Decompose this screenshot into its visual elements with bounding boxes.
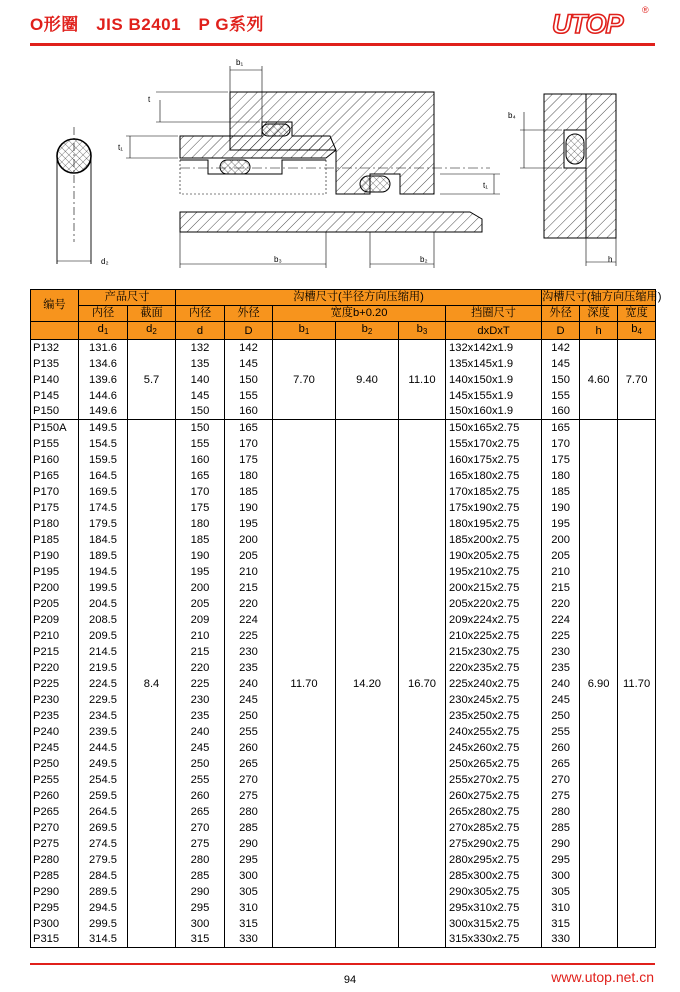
- cell-dxdxt: 280x295x2.75: [446, 852, 542, 868]
- cell-code: P315: [31, 932, 79, 948]
- cell-axial-D: 270: [542, 772, 580, 788]
- cell-dxdxt: 165x180x2.75: [446, 468, 542, 484]
- cell-dxdxt: 275x290x2.75: [446, 836, 542, 852]
- cell-dxdxt: 250x265x2.75: [446, 756, 542, 772]
- cell-axial-D: 285: [542, 820, 580, 836]
- cell-d1: 149.5: [79, 420, 128, 436]
- cell-d1: 284.5: [79, 868, 128, 884]
- cell-D: 224: [225, 612, 273, 628]
- cell-axial-D: 280: [542, 804, 580, 820]
- cell-d: 209: [176, 612, 225, 628]
- cell-d1: 134.6: [79, 356, 128, 372]
- cell-d: 255: [176, 772, 225, 788]
- table-header: [31, 290, 662, 340]
- cell-D: 205: [225, 548, 273, 564]
- header-width: 宽度b+0.20: [273, 306, 446, 322]
- symbol-D: D: [225, 322, 273, 340]
- cell-d: 270: [176, 820, 225, 836]
- cell-D: 270: [225, 772, 273, 788]
- cell-axial-D: 165: [542, 420, 580, 436]
- cell-code: P155: [31, 436, 79, 452]
- cell-d: 200: [176, 580, 225, 596]
- cell-d1: 249.5: [79, 756, 128, 772]
- cell-d: 230: [176, 692, 225, 708]
- cell-axial-D: 290: [542, 836, 580, 852]
- cell-code: P170: [31, 484, 79, 500]
- cell-dxdxt: 150x160x1.9: [446, 404, 542, 420]
- cell-d: 190: [176, 548, 225, 564]
- cell-d1: 144.6: [79, 388, 128, 404]
- cell-D: 185: [225, 484, 273, 500]
- cell-code: P225: [31, 676, 79, 692]
- cell-d1: 259.5: [79, 788, 128, 804]
- cell-dxdxt: 235x250x2.75: [446, 708, 542, 724]
- cell-axial-D: 305: [542, 884, 580, 900]
- symbol-h: h: [580, 322, 618, 340]
- cell-d1: 224.5: [79, 676, 128, 692]
- cell-d1: 214.5: [79, 644, 128, 660]
- cell-d1: 154.5: [79, 436, 128, 452]
- cell-d: 290: [176, 884, 225, 900]
- cell-d: 285: [176, 868, 225, 884]
- cell-code: P132: [31, 340, 79, 356]
- cell-code: P240: [31, 724, 79, 740]
- cell-dxdxt: 285x300x2.75: [446, 868, 542, 884]
- cell-axial-D: 330: [542, 932, 580, 948]
- cell-code: P209: [31, 612, 79, 628]
- cell-axial-D: 220: [542, 596, 580, 612]
- cell-D: 260: [225, 740, 273, 756]
- symbol-d: d: [176, 322, 225, 340]
- cell-d: 275: [176, 836, 225, 852]
- cell-dxdxt: 170x185x2.75: [446, 484, 542, 500]
- cell-axial-D: 195: [542, 516, 580, 532]
- cell-d: 205: [176, 596, 225, 612]
- cell-axial-D: 310: [542, 900, 580, 916]
- cell-d2: 5.7: [128, 340, 176, 420]
- cell-axial-D: 275: [542, 788, 580, 804]
- cell-code: P150A: [31, 420, 79, 436]
- cell-axial-D: 235: [542, 660, 580, 676]
- dim-label: t: [148, 95, 151, 104]
- page-number: 94: [343, 974, 357, 986]
- axial-groove-section: [520, 94, 616, 266]
- cell-dxdxt: 240x255x2.75: [446, 724, 542, 740]
- cell-d: 150: [176, 404, 225, 420]
- cell-d1: 219.5: [79, 660, 128, 676]
- website-url: www.utop.net.cn: [551, 969, 654, 985]
- dim-label: d₂: [101, 257, 109, 266]
- symbol-d1: $d_1$: [79, 322, 128, 340]
- cell-d: 260: [176, 788, 225, 804]
- table-row: [31, 420, 656, 436]
- cell-dxdxt: 230x245x2.75: [446, 692, 542, 708]
- cell-d1: 164.5: [79, 468, 128, 484]
- cell-code: P295: [31, 900, 79, 916]
- cell-dxdxt: 132x142x1.9: [446, 340, 542, 356]
- header-code: 编号: [31, 290, 79, 322]
- cell-d1: 159.5: [79, 452, 128, 468]
- cell-dxdxt: 210x225x2.75: [446, 628, 542, 644]
- header-product-size: 产品尺寸: [79, 290, 176, 306]
- cell-D: 330: [225, 932, 273, 948]
- cell-d: 235: [176, 708, 225, 724]
- cell-code: P260: [31, 788, 79, 804]
- cell-axial-D: 180: [542, 468, 580, 484]
- cell-D: 145: [225, 356, 273, 372]
- cell-d: 280: [176, 852, 225, 868]
- cell-d1: 131.6: [79, 340, 128, 356]
- dim-label: t₁: [118, 143, 123, 152]
- cell-dxdxt: 215x230x2.75: [446, 644, 542, 660]
- symbol-d2: $d_2$: [128, 322, 176, 340]
- cell-d1: 269.5: [79, 820, 128, 836]
- cell-code: P200: [31, 580, 79, 596]
- cell-D: 300: [225, 868, 273, 884]
- cell-dxdxt: 295x310x2.75: [446, 900, 542, 916]
- cell-dxdxt: 150x165x2.75: [446, 420, 542, 436]
- cell-dxdxt: 145x155x1.9: [446, 388, 542, 404]
- header-backup-ring: 挡圈尺寸: [446, 306, 542, 322]
- cell-axial-D: 145: [542, 356, 580, 372]
- cell-d2: 8.4: [128, 420, 176, 948]
- cell-axial-D: 155: [542, 388, 580, 404]
- cell-dxdxt: 205x220x2.75: [446, 596, 542, 612]
- header-cross-section: 截面: [128, 306, 176, 322]
- cell-code: P280: [31, 852, 79, 868]
- cell-D: 245: [225, 692, 273, 708]
- cell-code: P195: [31, 564, 79, 580]
- cell-b3: 16.70: [399, 420, 446, 948]
- cell-b4: 11.70: [618, 420, 656, 948]
- cell-dxdxt: 140x150x1.9: [446, 372, 542, 388]
- header-groove-axial: 沟槽尺寸(轴方向压缩用): [542, 290, 656, 306]
- cell-dxdxt: 185x200x2.75: [446, 532, 542, 548]
- cell-axial-D: 190: [542, 500, 580, 516]
- cell-d1: 264.5: [79, 804, 128, 820]
- cell-h: 4.60: [580, 340, 618, 420]
- cell-axial-D: 150: [542, 372, 580, 388]
- cell-d: 195: [176, 564, 225, 580]
- cell-d: 265: [176, 804, 225, 820]
- cell-axial-D: 160: [542, 404, 580, 420]
- cell-D: 175: [225, 452, 273, 468]
- cell-D: 220: [225, 596, 273, 612]
- o-ring-section: [57, 127, 109, 266]
- cell-code: P285: [31, 868, 79, 884]
- cell-d1: 289.5: [79, 884, 128, 900]
- cell-code: P210: [31, 628, 79, 644]
- cell-dxdxt: 315x330x2.75: [446, 932, 542, 948]
- cell-d1: 239.5: [79, 724, 128, 740]
- cell-dxdxt: 200x215x2.75: [446, 580, 542, 596]
- cell-D: 255: [225, 724, 273, 740]
- cell-code: P140: [31, 372, 79, 388]
- cell-d: 180: [176, 516, 225, 532]
- cell-dxdxt: 265x280x2.75: [446, 804, 542, 820]
- cell-b2: 14.20: [336, 420, 399, 948]
- cell-d: 155: [176, 436, 225, 452]
- dim-label: h: [608, 255, 613, 264]
- cell-d1: 279.5: [79, 852, 128, 868]
- cell-d: 135: [176, 356, 225, 372]
- cell-code: P145: [31, 388, 79, 404]
- cell-d1: 139.6: [79, 372, 128, 388]
- cell-dxdxt: 155x170x2.75: [446, 436, 542, 452]
- logo-registered-mark: ®: [642, 5, 649, 15]
- header-axial-outer: 外径: [542, 306, 580, 322]
- cell-D: 310: [225, 900, 273, 916]
- cell-d1: 189.5: [79, 548, 128, 564]
- cell-code: P175: [31, 500, 79, 516]
- cell-axial-D: 225: [542, 628, 580, 644]
- cell-dxdxt: 270x285x2.75: [446, 820, 542, 836]
- cell-D: 170: [225, 436, 273, 452]
- cell-axial-D: 142: [542, 340, 580, 356]
- cell-axial-D: 215: [542, 580, 580, 596]
- cell-d: 150: [176, 420, 225, 436]
- cell-dxdxt: 220x235x2.75: [446, 660, 542, 676]
- cell-b1: 7.70: [273, 340, 336, 420]
- header-groove-outer: 外径: [225, 306, 273, 322]
- cell-d1: 274.5: [79, 836, 128, 852]
- cell-D: 180: [225, 468, 273, 484]
- cell-b3: 11.10: [399, 340, 446, 420]
- cell-D: 155: [225, 388, 273, 404]
- cell-axial-D: 230: [542, 644, 580, 660]
- cell-d: 145: [176, 388, 225, 404]
- cell-dxdxt: 190x205x2.75: [446, 548, 542, 564]
- cell-d: 215: [176, 644, 225, 660]
- cell-d1: 209.5: [79, 628, 128, 644]
- symbol-b4: $b_4$: [618, 322, 656, 340]
- cell-code: P300: [31, 916, 79, 932]
- cell-h: 6.90: [580, 420, 618, 948]
- cell-dxdxt: 195x210x2.75: [446, 564, 542, 580]
- cell-code: P230: [31, 692, 79, 708]
- cell-d1: 169.5: [79, 484, 128, 500]
- cell-code: P205: [31, 596, 79, 612]
- cell-code: P180: [31, 516, 79, 532]
- header-divider: [30, 43, 655, 46]
- cell-dxdxt: 290x305x2.75: [446, 884, 542, 900]
- cell-code: P160: [31, 452, 79, 468]
- groove-assembly: [126, 66, 500, 268]
- cell-axial-D: 250: [542, 708, 580, 724]
- cell-d: 165: [176, 468, 225, 484]
- cell-D: 195: [225, 516, 273, 532]
- cell-d1: 234.5: [79, 708, 128, 724]
- symbol-b3: $b_3$: [399, 322, 446, 340]
- cell-d1: 184.5: [79, 532, 128, 548]
- cell-code: P185: [31, 532, 79, 548]
- cell-dxdxt: 160x175x2.75: [446, 452, 542, 468]
- cell-d1: 229.5: [79, 692, 128, 708]
- cell-code: P270: [31, 820, 79, 836]
- cell-code: P250: [31, 756, 79, 772]
- cell-code: P215: [31, 644, 79, 660]
- cell-axial-D: 260: [542, 740, 580, 756]
- cell-code: P190: [31, 548, 79, 564]
- cell-axial-D: 300: [542, 868, 580, 884]
- dim-label: b₁: [236, 58, 244, 67]
- cell-axial-D: 245: [542, 692, 580, 708]
- cell-axial-D: 175: [542, 452, 580, 468]
- cell-axial-D: 315: [542, 916, 580, 932]
- cell-D: 160: [225, 404, 273, 420]
- cell-d1: 299.5: [79, 916, 128, 932]
- table-body: [31, 340, 656, 948]
- symbol-axial-D: D: [542, 322, 580, 340]
- cell-d1: 199.5: [79, 580, 128, 596]
- footer-divider: [30, 963, 655, 965]
- cell-d1: 194.5: [79, 564, 128, 580]
- cell-D: 275: [225, 788, 273, 804]
- cell-D: 285: [225, 820, 273, 836]
- cell-dxdxt: 175x190x2.75: [446, 500, 542, 516]
- cell-d1: 314.5: [79, 932, 128, 948]
- cell-D: 230: [225, 644, 273, 660]
- cell-D: 235: [225, 660, 273, 676]
- cell-b1: 11.70: [273, 420, 336, 948]
- logo-text: UTOP: [552, 9, 623, 39]
- cell-D: 225: [225, 628, 273, 644]
- cell-code: P245: [31, 740, 79, 756]
- symbol-b2: $b_2$: [336, 322, 399, 340]
- cell-axial-D: 200: [542, 532, 580, 548]
- dim-label: b₄: [508, 111, 516, 120]
- cell-dxdxt: 135x145x1.9: [446, 356, 542, 372]
- cell-D: 165: [225, 420, 273, 436]
- cell-b2: 9.40: [336, 340, 399, 420]
- cell-d: 210: [176, 628, 225, 644]
- cell-code: P135: [31, 356, 79, 372]
- cell-b4: 7.70: [618, 340, 656, 420]
- cell-d1: 174.5: [79, 500, 128, 516]
- cell-D: 210: [225, 564, 273, 580]
- cell-code: P165: [31, 468, 79, 484]
- dim-label: b₂: [420, 255, 428, 264]
- header-groove-radial: 沟槽尺寸(半径方向压缩用): [176, 290, 542, 306]
- symbol-b1: $b_1$: [273, 322, 336, 340]
- cell-d: 170: [176, 484, 225, 500]
- cell-D: 305: [225, 884, 273, 900]
- cell-dxdxt: 180x195x2.75: [446, 516, 542, 532]
- cell-axial-D: 255: [542, 724, 580, 740]
- cell-d: 160: [176, 452, 225, 468]
- cell-dxdxt: 260x275x2.75: [446, 788, 542, 804]
- cell-d: 315: [176, 932, 225, 948]
- cell-code: P150: [31, 404, 79, 420]
- cell-D: 315: [225, 916, 273, 932]
- cell-d: 250: [176, 756, 225, 772]
- header-axial-width: 宽度: [618, 306, 656, 322]
- cell-axial-D: 185: [542, 484, 580, 500]
- cell-d1: 254.5: [79, 772, 128, 788]
- cell-D: 200: [225, 532, 273, 548]
- cell-d: 132: [176, 340, 225, 356]
- cell-dxdxt: 245x260x2.75: [446, 740, 542, 756]
- table-row: [31, 340, 656, 356]
- cell-d: 245: [176, 740, 225, 756]
- cell-D: 295: [225, 852, 273, 868]
- dim-label: b₃: [274, 255, 282, 264]
- cell-d1: 149.6: [79, 404, 128, 420]
- dim-label: t₁: [483, 181, 488, 190]
- cell-code: P255: [31, 772, 79, 788]
- page-title: O形圈 JIS B2401 P G系列: [30, 15, 265, 34]
- cell-d: 300: [176, 916, 225, 932]
- cell-D: 240: [225, 676, 273, 692]
- cell-d: 140: [176, 372, 225, 388]
- cell-code: P220: [31, 660, 79, 676]
- header-depth: 深度: [580, 306, 618, 322]
- cell-dxdxt: 209x224x2.75: [446, 612, 542, 628]
- cell-D: 215: [225, 580, 273, 596]
- cell-axial-D: 295: [542, 852, 580, 868]
- cell-d: 240: [176, 724, 225, 740]
- header-groove-inner: 内径: [176, 306, 225, 322]
- cell-D: 265: [225, 756, 273, 772]
- cell-d1: 208.5: [79, 612, 128, 628]
- cell-d1: 244.5: [79, 740, 128, 756]
- cell-d1: 204.5: [79, 596, 128, 612]
- utop-logo: [548, 3, 656, 41]
- pg-series-spec-table: [30, 289, 662, 948]
- groove-dimension-drawing: [30, 52, 655, 282]
- cell-d: 220: [176, 660, 225, 676]
- cell-d: 185: [176, 532, 225, 548]
- cell-code: P265: [31, 804, 79, 820]
- cell-code: P235: [31, 708, 79, 724]
- cell-axial-D: 240: [542, 676, 580, 692]
- cell-code: P290: [31, 884, 79, 900]
- cell-axial-D: 170: [542, 436, 580, 452]
- cell-code: P275: [31, 836, 79, 852]
- symbol-dxdxt: dxDxT: [446, 322, 542, 340]
- cell-dxdxt: 255x270x2.75: [446, 772, 542, 788]
- cell-axial-D: 205: [542, 548, 580, 564]
- cell-D: 190: [225, 500, 273, 516]
- cell-D: 290: [225, 836, 273, 852]
- cell-d: 175: [176, 500, 225, 516]
- cell-D: 150: [225, 372, 273, 388]
- cell-D: 250: [225, 708, 273, 724]
- header-inner-diameter: 内径: [79, 306, 128, 322]
- cell-dxdxt: 300x315x2.75: [446, 916, 542, 932]
- cell-d1: 179.5: [79, 516, 128, 532]
- cell-axial-D: 210: [542, 564, 580, 580]
- cell-dxdxt: 225x240x2.75: [446, 676, 542, 692]
- cell-d: 225: [176, 676, 225, 692]
- cell-d: 295: [176, 900, 225, 916]
- cell-axial-D: 224: [542, 612, 580, 628]
- cell-axial-D: 265: [542, 756, 580, 772]
- cell-d1: 294.5: [79, 900, 128, 916]
- cell-D: 142: [225, 340, 273, 356]
- cell-D: 280: [225, 804, 273, 820]
